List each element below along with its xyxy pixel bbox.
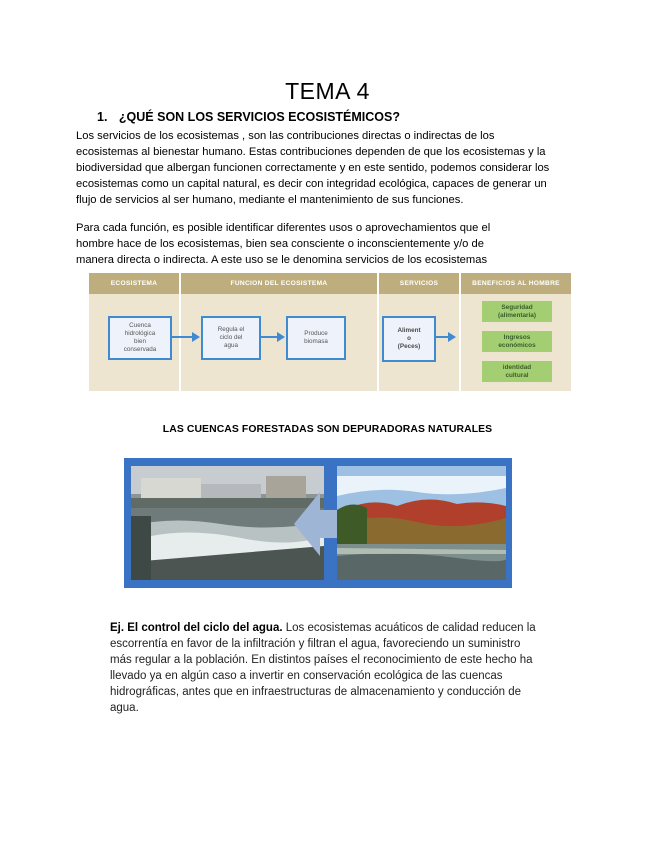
header-function: FUNCION DEL ECOSISTEMA [181, 273, 377, 294]
figure-title: LAS CUENCAS FORESTADAS SON DEPURADORAS NATURALES [162, 424, 493, 435]
flow-arrowhead [277, 332, 285, 342]
text-line: agua. [110, 702, 139, 714]
text-line: Para cada función, es posible identificar diferentes usos o aprovechamientos que el [76, 222, 491, 234]
text-line: biodiversidad que albergan funcionen correctamente y en este sentido, podemos considerar los [76, 162, 550, 174]
section-number: 1. [97, 110, 108, 124]
header-benefits: BENEFICIOS AL HOMBRE [461, 273, 571, 294]
example-paragraph [110, 620, 550, 716]
function-box-biomass: Produce biomasa [286, 316, 346, 360]
text-line: escorrentía en favor de la infiltración y filtran el agua, favoreciendo un suministro [110, 638, 521, 650]
function-box-water: Regula el ciclo del agua [201, 316, 261, 360]
text-line: Los servicios de los ecosistemas , son las contribuciones directas o indirectas de los [76, 130, 495, 142]
ecosystem-box: Cuenca hidrológica bien conservada [108, 316, 172, 360]
forest-river-photo [337, 466, 506, 580]
section-heading [97, 110, 400, 124]
text-line: hombre hace de los ecosistemas, bien sea consciente o inconscientemente y/o de [76, 238, 484, 250]
benefit-food-security: Seguridad (alimentaria) [482, 301, 552, 322]
arrow-left-icon [294, 486, 338, 562]
text-line: ecosistemas al bienestar humano. Estas contribuciones dependen de que los ecosistemas y la [76, 146, 546, 158]
text-line: Los ecosistemas acuáticos de calidad reducen la [282, 622, 536, 634]
section-heading-text: ¿QUÉ SON LOS SERVICIOS ECOSISTÉMICOS? [118, 110, 400, 124]
flow-arrowhead [448, 332, 456, 342]
flow-arrowhead [192, 332, 200, 342]
text-line: manera directa o indirecta. A este uso se le denomina servicios de los ecosistemas [76, 254, 488, 266]
header-services: SERVICIOS [379, 273, 459, 294]
text-line: llevado ya en algún caso a invertir en conservación ecológica de las cuencas [110, 670, 503, 682]
example-label: Ej. El control del ciclo del agua. [110, 622, 283, 634]
benefit-cultural-identity: identidad cultural [482, 361, 552, 382]
text-line: hidrográficas, antes que en infraestructuras de almacenamiento y conducción de [110, 686, 522, 698]
service-box: Aliment o (Peces) [382, 316, 436, 362]
text-line: flujo de servicios al ser humano, mediante el mantenimiento de sus funciones. [76, 194, 464, 206]
header-ecosystem: ECOSISTEMA [89, 273, 179, 294]
paragraph-uses [76, 220, 584, 268]
ecosystem-services-diagram [89, 273, 571, 391]
text-line: ecosistemas como un capital natural, es decir con integridad ecológica, capaces de generar un [76, 178, 547, 190]
watershed-photo-panel [124, 458, 512, 588]
flow-arrow [172, 336, 194, 338]
text-line: más regular a la población. En distintos países el reconocimiento de este hecho ha [110, 654, 533, 666]
benefit-income: Ingresos económicos [482, 331, 552, 352]
page-title: TEMA 4 [285, 78, 370, 104]
paragraph-definition [76, 128, 584, 208]
